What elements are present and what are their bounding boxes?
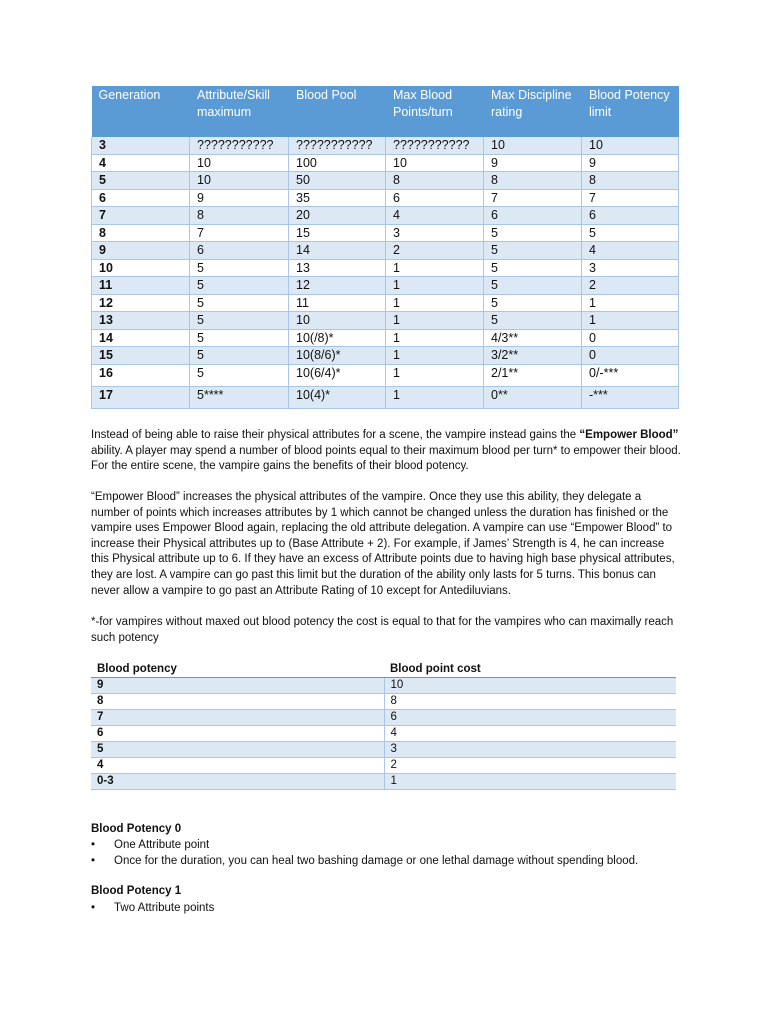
empower-blood-rules-paragraph: “Empower Blood” increases the physical attributes of the vampire. Once they use this ability, they delegate a number of points which increases attributes by 1 which cannot be changed unless the duration has finished or the vampire uses Empower Blood again, replacing the old attribute delegation. A vampire can use “Empower Blood” to increase their Physical attributes up to (Base Attribute + 2). For example, if James’ Strength is 4, he can increase this Physical attribute up to 6. If they have an excess of Attribute points due to having high base physical attributes, they are lost. A vampire can go past this limit but the duration of the ability only lasts for 5 turns. This bonus can never allow a vampire to go past an Attribute Rating of 10 except for Antediluvians. <box>91 491 675 597</box>
table-cell: 35 <box>289 189 386 207</box>
table-row <box>92 386 679 408</box>
table-cell: 14 <box>92 329 190 347</box>
empower-blood-term: “Empower Blood” <box>579 429 679 441</box>
table-cell: 5 <box>190 347 289 365</box>
table-row <box>92 347 679 365</box>
table-row <box>92 207 679 225</box>
header-generation: Generation <box>92 86 190 137</box>
blood-cost-footnote: *-for vampires without maxed out blood potency the cost is equal to that for the vampires who can maximally reach such potency <box>91 616 674 644</box>
table-cell: 5 <box>582 224 679 242</box>
table-cell: 6 <box>386 189 484 207</box>
table-cell: 7 <box>484 189 582 207</box>
table-cell: 8 <box>92 224 190 242</box>
table-cell: 8 <box>91 694 384 710</box>
table-cell: 1 <box>386 312 484 330</box>
table-cell: 5 <box>190 364 289 386</box>
table-row <box>91 678 676 694</box>
intro-text-start: Instead of being able to raise their physical attributes for a scene, the vampire instead gains the <box>91 429 580 441</box>
generation-table <box>91 86 679 409</box>
table-cell: 10 <box>484 137 582 154</box>
table-cell: 5 <box>190 294 289 312</box>
table-cell: 5 <box>484 277 582 295</box>
table-row <box>92 224 679 242</box>
table-cell: 1 <box>386 259 484 277</box>
table-cell: 2/1** <box>484 364 582 386</box>
blood-potency-1-list <box>91 901 651 917</box>
table-cell: 0-3 <box>91 774 384 790</box>
table-cell: 1 <box>582 294 679 312</box>
table-cell: 3 <box>386 224 484 242</box>
table-row <box>92 364 679 386</box>
table-cell: 6 <box>92 189 190 207</box>
table-row <box>91 758 676 774</box>
table-cell: 12 <box>92 294 190 312</box>
table-cell: 0** <box>484 386 582 408</box>
table-cell: 10(6/4)* <box>289 364 386 386</box>
table-cell: 5 <box>484 294 582 312</box>
table-cell: 5 <box>190 259 289 277</box>
list-item: • Once for the duration, you can heal two bashing damage or one lethal damage without spending blood. <box>91 854 651 870</box>
blood-potency-0-list <box>91 838 651 869</box>
table-row <box>92 154 679 172</box>
header-blood-pool: Blood Pool <box>289 86 386 137</box>
table-row <box>92 259 679 277</box>
table-cell: ??????????? <box>386 137 484 154</box>
table-cell: 10(4)* <box>289 386 386 408</box>
table-cell: 4 <box>92 154 190 172</box>
table-cell: 1 <box>384 774 676 790</box>
table-cell: 4/3** <box>484 329 582 347</box>
table-row <box>92 172 679 190</box>
header-blood-point-cost: Blood point cost <box>384 661 676 678</box>
table-cell: 9 <box>484 154 582 172</box>
table-cell: 1 <box>386 277 484 295</box>
table-cell: 8 <box>386 172 484 190</box>
table-cell: 11 <box>92 277 190 295</box>
table-cell: 13 <box>92 312 190 330</box>
table-cell: 1 <box>386 347 484 365</box>
header-max-discipline-rating: Max Discipline rating <box>484 86 582 137</box>
table-row <box>92 277 679 295</box>
table-cell: 4 <box>386 207 484 225</box>
table-cell: 3 <box>384 742 676 758</box>
table-cell: 16 <box>92 364 190 386</box>
table-cell: 1 <box>386 294 484 312</box>
table-cell: 3/2** <box>484 347 582 365</box>
section-title-blood-potency-0: Blood Potency 0 <box>91 823 182 835</box>
table-cell: 10 <box>386 154 484 172</box>
table-cell: 1 <box>582 312 679 330</box>
table-cell: 100 <box>289 154 386 172</box>
table-cell: 7 <box>92 207 190 225</box>
table-cell: 10(/8)* <box>289 329 386 347</box>
table-row <box>91 742 676 758</box>
potency-table-header <box>91 661 676 678</box>
table-cell: 7 <box>582 189 679 207</box>
table-row <box>92 189 679 207</box>
table-cell: 5 <box>484 224 582 242</box>
table-cell: 8 <box>582 172 679 190</box>
table-cell: 8 <box>190 207 289 225</box>
table-cell: 7 <box>190 224 289 242</box>
table-cell: 10(8/6)* <box>289 347 386 365</box>
table-cell: 9 <box>91 678 384 694</box>
table-cell: 6 <box>484 207 582 225</box>
table-cell: 6 <box>582 207 679 225</box>
table-row <box>91 774 676 790</box>
table-cell: 2 <box>386 242 484 260</box>
table-cell: 10 <box>582 137 679 154</box>
table-cell: 4 <box>384 726 676 742</box>
table-cell: 14 <box>289 242 386 260</box>
table-cell: 1 <box>386 329 484 347</box>
table-cell: 6 <box>384 710 676 726</box>
header-blood-potency: Blood potency <box>91 661 384 678</box>
table-cell: 20 <box>289 207 386 225</box>
table-cell: 0 <box>582 347 679 365</box>
table-cell: 5 <box>484 312 582 330</box>
table-cell: 13 <box>289 259 386 277</box>
table-cell: 6 <box>190 242 289 260</box>
generation-table-header <box>92 86 679 137</box>
table-cell: 1 <box>386 386 484 408</box>
table-cell: 5 <box>484 259 582 277</box>
table-row <box>92 242 679 260</box>
table-row <box>92 312 679 330</box>
table-cell: 15 <box>289 224 386 242</box>
table-cell: 9 <box>92 242 190 260</box>
table-cell: 5**** <box>190 386 289 408</box>
table-row <box>91 694 676 710</box>
table-cell: 9 <box>582 154 679 172</box>
table-row <box>92 294 679 312</box>
list-item: • One Attribute point <box>91 838 651 854</box>
header-blood-potency-limit: Blood Potency limit <box>582 86 679 137</box>
table-cell: 50 <box>289 172 386 190</box>
header-max-blood-points-turn: Max Blood Points/turn <box>386 86 484 137</box>
header-attribute-skill-maximum: Attribute/Skill maximum <box>190 86 289 137</box>
table-cell: 5 <box>92 172 190 190</box>
table-cell: 10 <box>92 259 190 277</box>
table-cell: 5 <box>190 329 289 347</box>
table-cell: 0/-*** <box>582 364 679 386</box>
blood-potency-cost-table <box>91 661 676 790</box>
table-cell: 4 <box>91 758 384 774</box>
table-cell: 5 <box>484 242 582 260</box>
table-cell: 10 <box>384 678 676 694</box>
table-row <box>92 137 679 154</box>
table-cell: 5 <box>91 742 384 758</box>
table-cell: 10 <box>190 154 289 172</box>
intro-text-end: ability. A player may spend a number of blood points equal to their maximum blood per turn* to empower their blood. For the entire scene, the vampire gains the benefits of their blood potency. <box>91 444 681 473</box>
table-cell: 12 <box>289 277 386 295</box>
table-cell: 8 <box>484 172 582 190</box>
table-cell: 10 <box>289 312 386 330</box>
table-cell: 8 <box>384 694 676 710</box>
table-cell: 6 <box>91 726 384 742</box>
table-row <box>91 726 676 742</box>
table-cell: 5 <box>190 277 289 295</box>
table-cell: 10 <box>190 172 289 190</box>
table-cell: 11 <box>289 294 386 312</box>
list-item: • Two Attribute points <box>91 901 651 917</box>
table-cell: 2 <box>582 277 679 295</box>
table-cell: 4 <box>582 242 679 260</box>
empower-blood-intro-paragraph <box>91 428 681 475</box>
table-row <box>91 710 676 726</box>
table-cell: 3 <box>582 259 679 277</box>
table-cell: 17 <box>92 386 190 408</box>
table-cell: 2 <box>384 758 676 774</box>
section-title-blood-potency-1: Blood Potency 1 <box>91 885 182 897</box>
table-cell: 5 <box>190 312 289 330</box>
table-cell: 3 <box>92 137 190 154</box>
table-cell: 1 <box>386 364 484 386</box>
table-row <box>92 329 679 347</box>
table-cell: 7 <box>91 710 384 726</box>
table-cell: 0 <box>582 329 679 347</box>
table-cell: 9 <box>190 189 289 207</box>
table-cell: ??????????? <box>190 137 289 154</box>
table-cell: -*** <box>582 386 679 408</box>
table-cell: 15 <box>92 347 190 365</box>
table-cell: ??????????? <box>289 137 386 154</box>
